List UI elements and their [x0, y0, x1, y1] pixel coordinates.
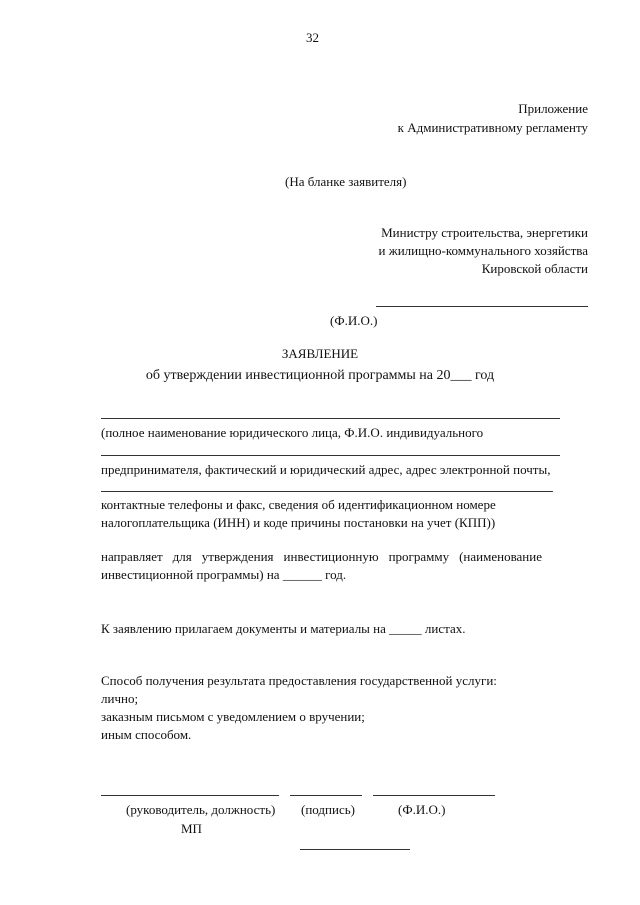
applicant-line-2: [101, 455, 560, 456]
applicant-note-1: (полное наименование юридического лица, Ф.И.О. индивидуального: [101, 425, 484, 440]
delivery-option-in-person: лично;: [101, 691, 139, 706]
purpose-line-2: инвестиционной программы) на ______ год.: [101, 567, 347, 582]
document-subtitle: об утверждении инвестиционной программы на 20___ год: [145, 368, 495, 383]
addressee-fio-line: [376, 306, 588, 307]
addressee-fio-label: (Ф.И.О.): [330, 313, 378, 328]
fio-signature-line: [373, 795, 495, 796]
purpose-line-1: направляет для утверждения инвестиционную программу (наименование: [101, 549, 542, 564]
role-signature-line: [101, 795, 279, 796]
delivery-option-other: иным способом.: [101, 727, 192, 742]
attachments-statement: К заявлению прилагаем документы и материалы на _____ листах.: [101, 621, 466, 636]
letterhead-note: (На бланке заявителя): [285, 174, 407, 189]
addressee-line-2: и жилищно-коммунального хозяйства: [378, 243, 588, 258]
sign-label: (подпись): [301, 802, 355, 817]
stamp-label: МП: [181, 821, 202, 836]
appendix-reference: к Административному регламенту: [397, 120, 588, 135]
applicant-note-4: налогоплательщика (ИНН) и коде причины постановки на учет (КПП)): [101, 515, 496, 530]
applicant-note-2: предпринимателя, фактический и юридический адрес, адрес электронной почты,: [101, 462, 551, 477]
addressee-line-3: Кировской области: [481, 261, 588, 276]
applicant-line-3: [101, 491, 553, 492]
page-number: 32: [306, 30, 319, 45]
applicant-line-1: [101, 418, 560, 419]
signature-fio-label: (Ф.И.О.): [398, 802, 446, 817]
footer-rule: [300, 849, 410, 850]
delivery-option-registered-mail: заказным письмом с уведомлением о вручении;: [101, 709, 365, 724]
sign-line: [290, 795, 362, 796]
applicant-note-3: контактные телефоны и факс, сведения об идентификационном номере: [101, 497, 496, 512]
delivery-heading: Способ получения результата предоставления государственной услуги:: [101, 673, 497, 688]
document-title: ЗАЯВЛЕНИЕ: [281, 346, 359, 361]
addressee-line-1: Министру строительства, энергетики: [381, 225, 588, 240]
appendix-title: Приложение: [518, 101, 588, 116]
role-label: (руководитель, должность): [126, 802, 276, 817]
